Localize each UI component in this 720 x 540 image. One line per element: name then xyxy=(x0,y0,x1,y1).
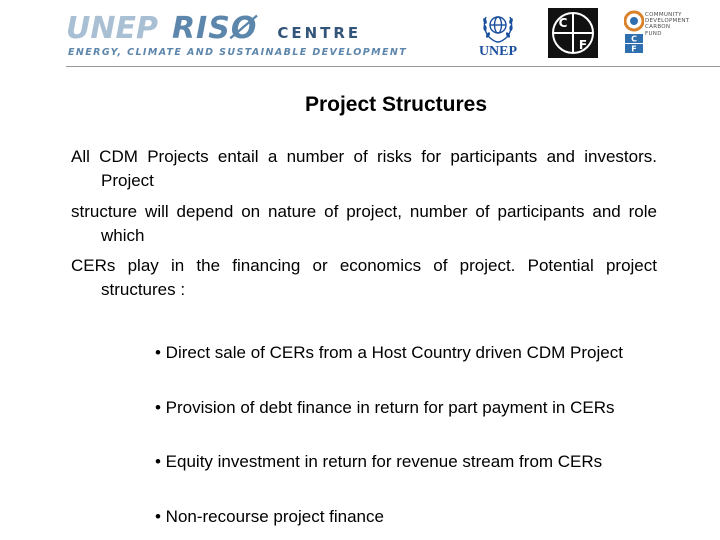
bullet-item: • Equity investment in return for revenue stream from CERs xyxy=(155,452,603,471)
cf-globe-icon xyxy=(548,8,598,58)
un-laurel-icon xyxy=(478,8,518,46)
cdcf-line-2: DEVELOPMENT xyxy=(645,18,690,25)
cdcf-line-1: COMMUNITY xyxy=(645,12,682,18)
body-paragraph-3: CERs play in the financing or economics of project. Potential project structures : xyxy=(71,256,657,299)
bullet-item: • Provision of debt finance in return for part payment in CERs xyxy=(155,398,615,417)
community-development-carbon-fund-logo xyxy=(624,10,688,62)
brand-unep-word: UNEP xyxy=(66,11,158,46)
slide-title: Project Structures xyxy=(304,93,488,116)
cdcf-letter-f: F xyxy=(631,44,637,54)
unep-riso-centre-logo xyxy=(66,11,408,58)
header-divider xyxy=(66,66,720,67)
cf-letter-c: C xyxy=(558,16,568,30)
bullet-item: • Non-recourse project finance xyxy=(155,507,384,526)
cdcf-mark-icon xyxy=(624,10,644,54)
cdcf-line-3: CARBON xyxy=(645,24,671,31)
cdcf-letter-c: C xyxy=(631,34,637,44)
body-paragraph-1: All CDM Projects entail a number of risks for participants and investors. Project xyxy=(71,147,657,190)
cdcf-text-block xyxy=(645,12,689,37)
brand-riso-word: RISØ xyxy=(171,11,258,46)
brand-tagline: ENERGY, CLIMATE AND SUSTAINABLE DEVELOPMENT xyxy=(68,47,408,58)
brand-centre-word: CENTRE xyxy=(277,24,362,42)
cdcf-line-4: FUND xyxy=(645,30,662,37)
body-paragraph-2: structure will depend on nature of project, number of participants and role which xyxy=(71,202,657,245)
cf-letter-f: F xyxy=(578,38,588,52)
slide-header xyxy=(0,0,720,68)
unep-emblem-text: UNEP xyxy=(478,44,518,59)
carbon-finance-logo xyxy=(548,8,606,58)
bullet-item: • Direct sale of CERs from a Host Country driven CDM Project xyxy=(155,343,623,362)
unep-emblem-logo xyxy=(470,8,526,62)
